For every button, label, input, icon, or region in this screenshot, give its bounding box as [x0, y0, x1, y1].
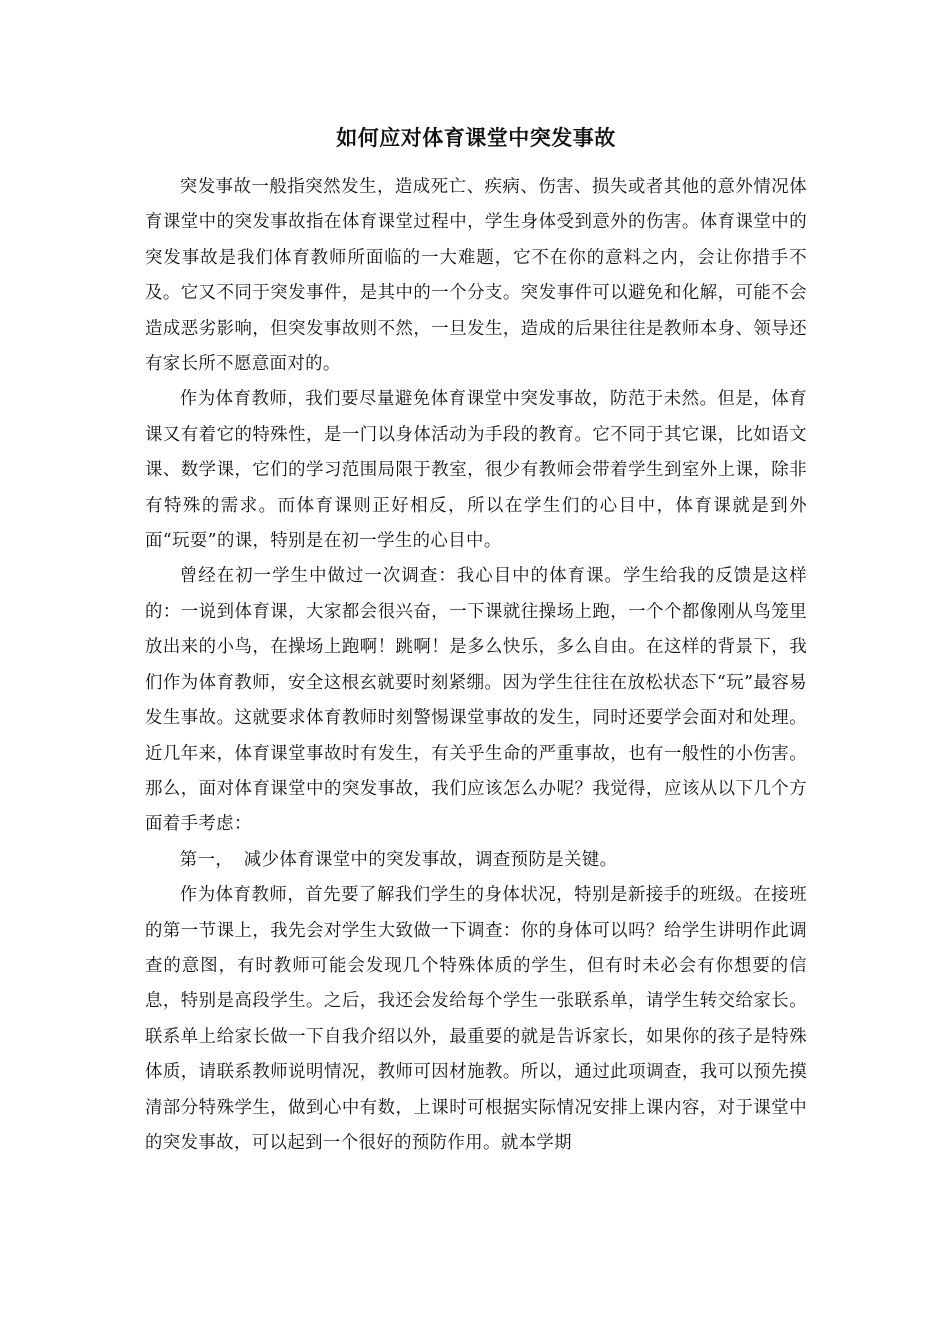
section-heading-text: 减少体育课堂中的突发事故，调查预防是关键。 [243, 849, 618, 870]
section-number: 第一， [179, 849, 234, 870]
document-body [145, 116, 807, 1161]
paragraph-3: 曾经在初一学生中做过一次调查：我心目中的体育课。学生给我的反馈是这样的：一说到体育课，大家都会很兴奋，一下课就往操场上跑，一个个都像刚从鸟笼里放出来的小鸟，在操场上跑啊！跳啊！是多么快乐，多么自由。在这样的背景下，我们作为体育教师，安全这根玄就要时刻紧绷。因为学生往往在放松状态下“玩”最容易发生事故。这就要求体育教师时刻警惕课堂事故的发生，同时还要学会面对和处理。近几年来，体育课堂事故时有发生，有关乎生命的严重事故，也有一般性的小伤害。那么，面对体育课堂中的突发事故，我们应该怎么办呢？我觉得，应该从以下几个方面着手考虑： [145, 566, 807, 835]
document-title: 如何应对体育课堂中突发事故 [336, 125, 616, 150]
paragraph-2: 作为体育教师，我们要尽量避免体育课堂中突发事故，防范于未然。但是，体育课又有着它的特殊性，是一门以身体活动为手段的教育。它不同于其它课，比如语文课、数学课，它们的学习范围局限于教室，很少有教师会带着学生到室外上课，除非有特殊的需求。而体育课则正好相反，所以在学生们的心目中，体育课就是到外面“玩耍”的课，特别是在初一学生的心目中。 [145, 389, 807, 552]
section-heading-1 [145, 843, 807, 878]
paragraph-4: 作为体育教师，首先要了解我们学生的身体状况，特别是新接手的班级。在接班的第一节课上，我先会对学生大致做一下调查：你的身体可以吗？给学生讲明作此调查的意图，有时教师可能会发现几个特殊体质的学生，但有时未必会有你想要的信息，特别是高段学生。之后，我还会发给每个学生一张联系单，请学生转交给家长。联系单上给家长做一下自我介绍以外，最重要的就是告诉家长，如果你的孩子是特殊体质，请联系教师说明情况，教师可因材施教。所以，通过此项调查，我可以预先摸清部分特殊学生，做到心中有数，上课时可根据实际情况安排上课内容，对于课堂中的突发事故，可以起到一个很好的预防作用。就本学期 [145, 885, 807, 1153]
paragraph-1: 突发事故一般指突然发生，造成死亡、疾病、伤害、损失或者其他的意外情况体育课堂中的突发事故指在体育课堂过程中，学生身体受到意外的伤害。体育课堂中的突发事故是我们体育教师所面临的一大难题，它不在你的意料之内，会让你措手不及。它又不同于突发事件，是其中的一个分支。突发事件可以避免和化解，可能不会造成恶劣影响，但突发事故则不然，一旦发生，造成的后果往往是教师本身、领导还有家长所不愿意面对的。 [145, 177, 807, 375]
